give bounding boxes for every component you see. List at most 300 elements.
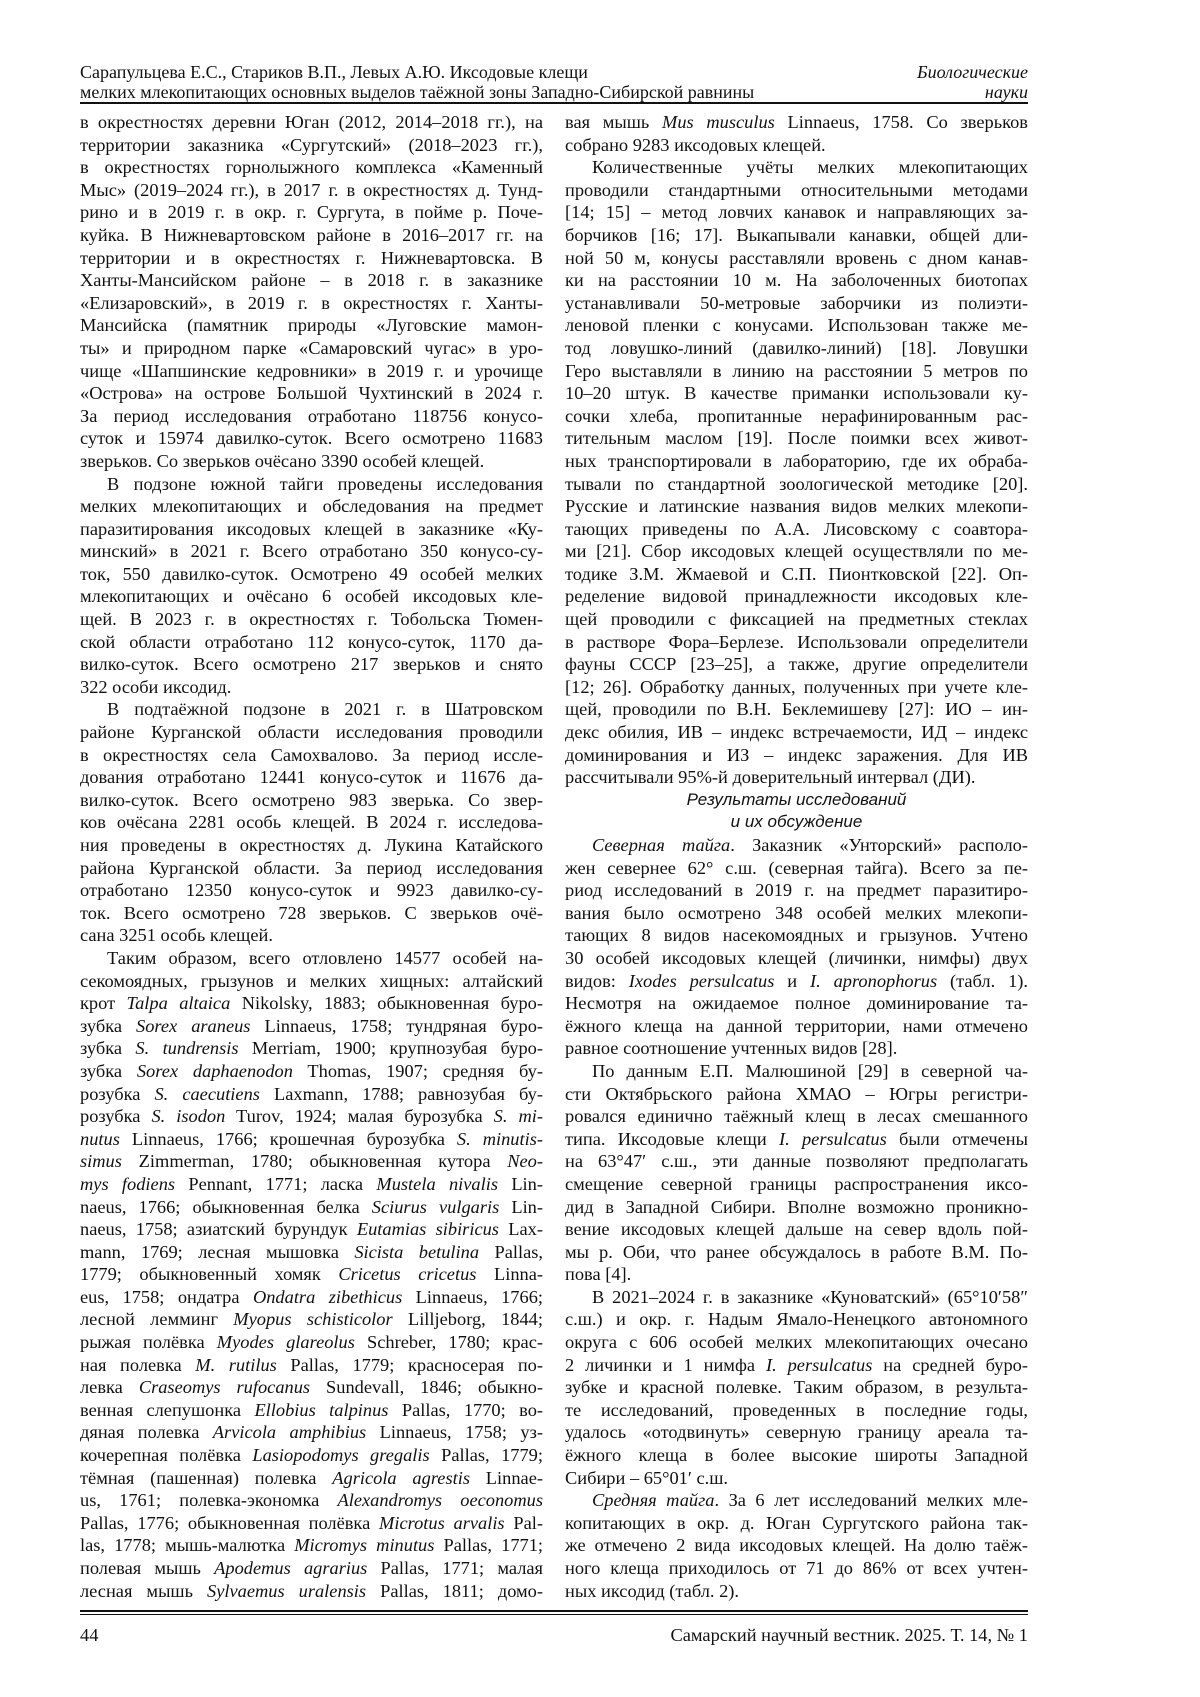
- text-segment: округа с 606 особей мелких млекопитающих очесано: [565, 1332, 1028, 1352]
- text-line: [565, 1512, 1028, 1535]
- latin-species-name: S. tundrensis: [135, 1038, 238, 1058]
- text-segment: (табл. 1).: [937, 971, 1028, 991]
- text-line: [565, 1150, 1028, 1173]
- text-segment: чище «Шапшинские кедровники» в 2019 г. и урочище: [80, 361, 543, 381]
- text-segment: лесной лемминг: [80, 1309, 233, 1329]
- latin-species-name: Arvicola amphibius: [213, 1422, 366, 1442]
- text-line: [565, 1241, 1028, 1264]
- text-segment: 1779; обыкновенный хомяк: [80, 1264, 338, 1284]
- text-segment: В подзоне южной тайги проведены исследования: [107, 474, 543, 494]
- text-line: [565, 518, 1028, 541]
- text-line: [565, 902, 1028, 925]
- latin-species-name: simus: [80, 1151, 122, 1171]
- text-line: [80, 1060, 543, 1083]
- text-segment: левка: [80, 1377, 139, 1397]
- text-segment: тающих приведены по А.А. Лисовскому с соавтора-: [565, 519, 1028, 539]
- latin-species-name: I. persulcatus: [779, 1129, 887, 1149]
- text-column-right: [565, 111, 1028, 1602]
- text-line: [80, 382, 543, 405]
- text-line: [80, 789, 543, 812]
- text-line: [80, 608, 543, 631]
- paragraph: [565, 1286, 1028, 1489]
- text-segment: розубка: [80, 1106, 151, 1126]
- text-segment: Сибири – 65°01′ с.ш.: [565, 1468, 728, 1488]
- text-line: [80, 495, 543, 518]
- text-line: [80, 1286, 543, 1309]
- text-segment: на средней буро-: [872, 1355, 1028, 1375]
- text-segment: типа. Иксодовые клещи: [565, 1129, 779, 1149]
- text-line: [80, 1557, 543, 1580]
- journal-citation: Самарский научный вестник. 2025. Т. 14, № 1: [670, 1624, 1028, 1646]
- text-segment: удалось «отодвинуть» северную границу ареала та-: [565, 1422, 1028, 1442]
- text-line: [80, 247, 543, 270]
- text-line: [565, 1196, 1028, 1219]
- text-line: [565, 1128, 1028, 1151]
- text-segment: в окрестностях горнолыжного комплекса «Каменный: [80, 157, 543, 177]
- text-segment: вая мышь: [565, 112, 662, 132]
- text-segment: пова [4].: [565, 1264, 631, 1284]
- text-segment: [12; 26]. Обработку данных, полученных при учете кле-: [565, 677, 1028, 697]
- text-line: [80, 834, 543, 857]
- text-line: [80, 156, 543, 179]
- text-segment: тительным маслом [19]. После поимки всех живот-: [565, 428, 1028, 448]
- text-segment: лесная мышь: [80, 1581, 207, 1601]
- text-segment: 30 особей иксодовых клещей (личинки, нимфы) двух: [565, 948, 1028, 968]
- latin-species-name: Mus musculus: [662, 112, 775, 132]
- text-line: [565, 811, 1028, 834]
- text-line: [565, 947, 1028, 970]
- text-segment: щей, проводили по В.Н. Беклемишеву [27]: ИО – ин-: [565, 699, 1028, 719]
- text-segment: . За 6 лет исследований мелких мле-: [714, 1490, 1028, 1510]
- text-segment: Геро выставляли в линию на расстоянии 5 метров по: [565, 361, 1028, 381]
- text-line: [565, 1060, 1028, 1083]
- text-segment: Pallas, 1776; обыкновенная полёвка: [80, 1513, 379, 1533]
- text-segment: рино и в 2019 г. в окр. г. Сургута, в пойме р. Поче-: [80, 202, 543, 222]
- text-line: [80, 450, 543, 473]
- text-line: [565, 1376, 1028, 1399]
- text-segment: вилко-суток. Всего осмотрено 217 зверьков и снято: [80, 654, 543, 674]
- latin-species-name: Sicista betulina: [354, 1242, 479, 1262]
- text-line: [565, 766, 1028, 789]
- text-line: [80, 1218, 543, 1241]
- text-line: [565, 970, 1028, 993]
- text-segment: ков очёсана 2281 особь клещей. В 2024 г. исследова-: [80, 812, 543, 832]
- text-segment: . Заказник «Унторский» располо-: [730, 835, 1028, 855]
- text-line: [80, 970, 543, 993]
- text-line: [80, 269, 543, 292]
- text-segment: Pallas, 1771;: [434, 1535, 543, 1555]
- text-segment: Linna-: [476, 1264, 543, 1284]
- latin-species-name: S. mi-: [494, 1106, 543, 1126]
- text-line: [565, 1173, 1028, 1196]
- paragraph: [80, 473, 543, 699]
- text-line: [565, 1037, 1028, 1060]
- running-header-line-1: [80, 62, 1028, 82]
- text-line: [565, 224, 1028, 247]
- text-line: [565, 585, 1028, 608]
- text-segment: Nikolsky, 1883; обыкновенная буро-: [230, 993, 543, 1013]
- running-header-title-continued: мелких млекопитающих основных выделов таёжной зоны Западно-Сибирской равнины: [80, 82, 754, 102]
- text-line: [80, 1105, 543, 1128]
- text-segment: mann, 1769; лесная мышовка: [80, 1242, 354, 1262]
- latin-species-name: Lasiopodomys gregalis: [252, 1445, 429, 1465]
- text-line: [80, 337, 543, 360]
- text-segment: Pallas, 1770; во-: [388, 1400, 543, 1420]
- text-segment: дид в Западной Сибири. Вполне возможно проникно-: [565, 1197, 1028, 1217]
- text-line: [565, 1467, 1028, 1490]
- latin-species-name: Talpa altaica: [127, 993, 231, 1013]
- text-segment: Merriam, 1900; крупнозубая буро-: [239, 1038, 543, 1058]
- text-segment: Linnaeus, 1766;: [402, 1287, 543, 1307]
- header-rule: [80, 102, 1028, 104]
- latin-species-name: Sciurus vulgaris: [372, 1197, 500, 1217]
- text-segment: доминирования и ИЗ – индекс заражения. Для ИВ: [565, 745, 1028, 765]
- text-line: [565, 1534, 1028, 1557]
- text-segment: Pallas,: [479, 1242, 543, 1262]
- text-segment: венная слепушонка: [80, 1400, 254, 1420]
- running-header-line-2: [80, 82, 1028, 102]
- text-segment: Turov, 1924; малая бурозубка: [225, 1106, 493, 1126]
- text-segment: устанавливали 50-метровые заборчики из полиэти-: [565, 293, 1028, 313]
- text-line: [80, 1444, 543, 1467]
- text-line: [565, 834, 1028, 857]
- text-line: [80, 631, 543, 654]
- text-segment: суток и 15974 давилко-суток. Всего осмотрено 11683: [80, 428, 543, 448]
- latin-species-name: Ixodes persulcatus: [629, 971, 775, 991]
- text-segment: Linnae-: [470, 1468, 543, 1488]
- text-line: [565, 857, 1028, 880]
- text-segment: naeus, 1766; обыкновенная белка: [80, 1197, 372, 1217]
- text-segment: сочки хлеба, пропитанные нерафинированным рас-: [565, 406, 1028, 426]
- text-segment: ми [21]. Сбор иксодовых клещей осуществляли по ме-: [565, 541, 1028, 561]
- text-segment: Pallas, 1771; малая: [367, 1558, 543, 1578]
- text-segment: Ханты-Мансийском районе – в 2018 г. в заказнике: [80, 270, 543, 290]
- text-line: [565, 1399, 1028, 1422]
- paragraph: [80, 111, 543, 473]
- text-line: [565, 789, 1028, 812]
- text-line: [80, 473, 543, 496]
- text-segment: зверьков. Со зверьков очёсано 3390 особей клещей.: [80, 451, 484, 471]
- latin-species-name: Apodemus agrarius: [214, 1558, 367, 1578]
- text-segment: на 63°47′ с.ш., эти данные позволяют предполагать: [565, 1151, 1028, 1171]
- text-segment: Linnaeus, 1766; крошечная бурозубка: [120, 1129, 457, 1149]
- text-line: [80, 947, 543, 970]
- text-segment: секомоядных, грызунов и мелких хищных: алтайский: [80, 971, 543, 991]
- text-line: [565, 1489, 1028, 1512]
- text-segment: вилко-суток. Всего осмотрено 983 зверька. Со звер-: [80, 790, 543, 810]
- text-segment: 2 личинки и 1 нимфа: [565, 1355, 766, 1375]
- text-segment: дяная полевка: [80, 1422, 213, 1442]
- text-segment: видов:: [565, 971, 629, 991]
- paragraph: [565, 156, 1028, 789]
- text-line: [565, 879, 1028, 902]
- paragraph: [565, 111, 1028, 156]
- text-segment: Pallas, 1779; красносерая по-: [277, 1355, 543, 1375]
- text-line: [565, 382, 1028, 405]
- latin-species-name: M. rutilus: [195, 1355, 277, 1375]
- text-line: [565, 1218, 1028, 1241]
- text-segment: ной 50 м, конусы расставляли вровень с дном канав-: [565, 248, 1028, 268]
- text-line: [565, 1286, 1028, 1309]
- text-segment: тающих 8 видов насекомоядных и грызунов. Учтено: [565, 925, 1028, 945]
- text-segment: смещение северной границы распространения иксо-: [565, 1174, 1028, 1194]
- text-line: [80, 314, 543, 337]
- text-segment: ровался единично таёжный клещ в лесах смешанного: [565, 1106, 1028, 1126]
- text-segment: В подтаёжной подзоне в 2021 г. в Шатровском: [107, 699, 543, 719]
- text-line: [80, 653, 543, 676]
- section-label-line-2: науки: [985, 82, 1028, 102]
- text-segment: Laxmann, 1788; равнозубая бу-: [260, 1084, 543, 1104]
- text-segment: las, 1778; мышь-малютка: [80, 1535, 294, 1555]
- text-segment: ных иксодид (табл. 2).: [565, 1581, 739, 1601]
- text-segment: собрано 9283 иксодовых клещей.: [565, 135, 826, 155]
- text-line: [565, 495, 1028, 518]
- text-segment: Lin-: [498, 1174, 543, 1194]
- paragraph: [565, 1060, 1028, 1286]
- text-line: [565, 179, 1028, 202]
- text-segment: ток. Всего осмотрено 728 зверьков. С зверьков очё-: [80, 903, 543, 923]
- text-line: [80, 879, 543, 902]
- latin-species-name: Ellobius talpinus: [254, 1400, 388, 1420]
- text-segment: Linnaeus, 1758. Со зверьков: [775, 112, 1028, 132]
- text-line: [565, 744, 1028, 767]
- text-segment: декс обилия, ИВ – индекс встречаемости, ИД – индекс: [565, 722, 1028, 742]
- text-segment: риод исследований в 2019 г. на предмет паразитиро-: [565, 880, 1028, 900]
- text-line: [80, 563, 543, 586]
- text-segment: территории и в окрестностях г. Нижневартовска. В: [80, 248, 543, 268]
- text-line: [80, 134, 543, 157]
- text-line: [565, 337, 1028, 360]
- latin-species-name: Craseomys rufocanus: [139, 1377, 310, 1397]
- text-line: [80, 1308, 543, 1331]
- text-line: [565, 924, 1028, 947]
- text-segment: «Елизаровский», в 2019 г. в окрестностях г. Ханты-: [80, 293, 543, 313]
- text-line: [80, 1150, 543, 1173]
- text-segment: Lilljeborg, 1844;: [393, 1309, 543, 1329]
- text-line: [80, 744, 543, 767]
- text-line: [565, 1083, 1028, 1106]
- text-line: [80, 1512, 543, 1535]
- text-line: [565, 698, 1028, 721]
- text-segment: крот: [80, 993, 127, 1013]
- text-segment: Русские и латинские названия видов мелких млекопи-: [565, 496, 1028, 516]
- text-line: [565, 1421, 1028, 1444]
- text-segment: Pallas, 1779;: [430, 1445, 543, 1465]
- text-line: [80, 676, 543, 699]
- latin-species-name: Neo-: [507, 1151, 543, 1171]
- text-line: [80, 292, 543, 315]
- text-line: [80, 1399, 543, 1422]
- text-line: [80, 201, 543, 224]
- latin-species-name: Alexandromys oeconomus: [338, 1490, 543, 1510]
- text-segment: жен севернее 62° с.ш. (северная тайга). Всего за пе-: [565, 858, 1028, 878]
- text-line: [80, 111, 543, 134]
- text-line: [565, 992, 1028, 1015]
- text-line: [565, 653, 1028, 676]
- text-line: [80, 924, 543, 947]
- text-segment: Lax-: [499, 1219, 543, 1239]
- section-heading: [565, 789, 1028, 834]
- text-line: [80, 1421, 543, 1444]
- text-segment: розубка: [80, 1084, 154, 1104]
- text-segment: [14; 15] – метод ловчих канавок и направляющих за-: [565, 202, 1028, 222]
- latin-species-name: Mustela nivalis: [376, 1174, 498, 1194]
- paragraph: [565, 834, 1028, 1060]
- latin-species-name: Средняя тайга: [592, 1490, 714, 1510]
- text-line: [80, 1196, 543, 1219]
- text-segment: Мансийска (памятник природы «Луговские мамон-: [80, 315, 543, 335]
- text-segment: куйка. В Нижневартовском районе в 2016–2017 гг. на: [80, 225, 543, 245]
- latin-species-name: S. caecutiens: [154, 1084, 259, 1104]
- text-line: [565, 1331, 1028, 1354]
- text-segment: сана 3251 особь клещей.: [80, 925, 273, 945]
- text-line: [80, 427, 543, 450]
- text-line: [565, 405, 1028, 428]
- text-line: [80, 811, 543, 834]
- latin-species-name: Sylvaemus uralensis: [207, 1581, 366, 1601]
- text-line: [80, 992, 543, 1015]
- text-line: [565, 201, 1028, 224]
- text-line: [565, 1105, 1028, 1128]
- text-line: [565, 111, 1028, 134]
- text-segment: Pallas, 1811; домо-: [366, 1581, 543, 1601]
- text-segment: вания было осмотрено 348 особей мелких млекопи-: [565, 903, 1028, 923]
- text-line: [565, 540, 1028, 563]
- latin-species-name: Myopus schisticolor: [233, 1309, 392, 1329]
- text-line: [565, 427, 1028, 450]
- text-segment: Количественные учёты мелких млекопитающих: [592, 157, 1028, 177]
- text-segment: Таким образом, всего отловлено 14577 особей на-: [107, 948, 543, 968]
- text-segment: борчиков [16; 17]. Выкапывали канавки, общей дли-: [565, 225, 1028, 245]
- text-segment: Linnaeus, 1758; уз-: [366, 1422, 543, 1442]
- text-line: [80, 1241, 543, 1264]
- text-segment: «Острова» на острове Большой Чухтинский в 2024 г.: [80, 383, 543, 403]
- text-line: [565, 473, 1028, 496]
- text-segment: По данным Е.П. Малюшиной [29] в северной ча-: [592, 1061, 1028, 1081]
- text-segment: фауны СССР [23–25], а также, другие определители: [565, 654, 1028, 674]
- latin-species-name: Sorex araneus: [136, 1016, 250, 1036]
- latin-species-name: Eutamias sibiricus: [357, 1219, 499, 1239]
- text-segment: полевая мышь: [80, 1558, 214, 1578]
- text-line: [80, 1331, 543, 1354]
- paragraph: [80, 698, 543, 947]
- text-segment: были отмечены: [887, 1129, 1028, 1149]
- text-line: [80, 224, 543, 247]
- latin-species-name: S. isodon: [151, 1106, 225, 1126]
- text-line: [565, 608, 1028, 631]
- text-line: [565, 631, 1028, 654]
- text-line: [80, 1263, 543, 1286]
- text-segment: рассчитывали 95%-й доверительный интервал (ДИ).: [565, 767, 975, 787]
- latin-species-name: Ondatra zibethicus: [253, 1287, 402, 1307]
- text-segment: тод ловушко-линий (давилко-линий) [18]. Ловушки: [565, 338, 1028, 358]
- text-line: [565, 1557, 1028, 1580]
- text-line: [565, 721, 1028, 744]
- text-segment: ёжного клеща на данной территории, нами отмечено: [565, 1016, 1028, 1036]
- text-column-left: [80, 111, 543, 1602]
- running-header-authors-title: Сарапульцева Е.С., Стариков В.П., Левых А.Ю. Иксодовые клещи: [80, 62, 588, 82]
- text-line: [565, 1444, 1028, 1467]
- section-label-line-1: Биологические: [917, 62, 1028, 82]
- text-segment: eus, 1758; ондатра: [80, 1287, 253, 1307]
- text-line: [80, 698, 543, 721]
- text-line: [80, 518, 543, 541]
- latin-species-name: Micromys minutus: [294, 1535, 434, 1555]
- text-segment: мелких млекопитающих и обследования на предмет: [80, 496, 543, 516]
- text-segment: Мыс» (2019–2024 гг.), в 2017 г. в окрестностях д. Тунд-: [80, 180, 543, 200]
- text-segment: и: [774, 971, 810, 991]
- text-segment: дования отработано 12441 конусо-суток и 11676 да-: [80, 767, 543, 787]
- paragraph: [565, 1489, 1028, 1602]
- text-segment: За период исследования отработано 118756 конусо-: [80, 406, 543, 426]
- text-segment: и их обсуждение: [731, 812, 863, 831]
- text-line: [565, 156, 1028, 179]
- text-segment: ёжного клеща в более высокие широты Западной: [565, 1445, 1028, 1465]
- text-segment: тодике З.М. Жмаевой и С.П. Пионтковской [22]. Оп-: [565, 564, 1028, 584]
- text-segment: Несмотря на ожидаемое полное доминирование та-: [565, 993, 1028, 1013]
- latin-species-name: Sorex daphaenodon: [137, 1061, 293, 1081]
- footer-rule: [80, 1610, 1028, 1615]
- text-segment: кочерепная полёвка: [80, 1445, 252, 1465]
- text-segment: вение иксодовых клещей дальше на север вдоль пой-: [565, 1219, 1028, 1239]
- text-line: [80, 1128, 543, 1151]
- text-line: [565, 1354, 1028, 1377]
- text-line: [565, 247, 1028, 270]
- text-segment: зубка: [80, 1061, 137, 1081]
- text-segment: в растворе Фора–Берлезе. Использовали определители: [565, 632, 1028, 652]
- text-segment: ных транспортировали в лабораторию, где их обраба-: [565, 451, 1028, 471]
- text-segment: ного клеща приходилось от 71 до 86% от всех учтен-: [565, 1558, 1028, 1578]
- text-segment: зубка: [80, 1016, 136, 1036]
- text-line: [565, 360, 1028, 383]
- text-line: [80, 405, 543, 428]
- text-segment: ная полевка: [80, 1355, 195, 1375]
- text-line: [80, 1037, 543, 1060]
- text-segment: в окрестностях села Самохвалово. За период иссле-: [80, 745, 543, 765]
- paragraph: [80, 947, 543, 1602]
- text-segment: Результаты исследований: [687, 790, 907, 809]
- text-segment: Thomas, 1907; средняя бу-: [293, 1061, 543, 1081]
- text-line: [80, 766, 543, 789]
- latin-species-name: Cricetus cricetus: [338, 1264, 476, 1284]
- text-segment: ской области отработано 112 конусо-суток, 1170 да-: [80, 632, 543, 652]
- text-line: [80, 1489, 543, 1512]
- text-segment: рыжая полёвка: [80, 1332, 217, 1352]
- text-segment: В 2021–2024 г. в заказнике «Куноватский» (65°10′58″: [592, 1287, 1028, 1307]
- text-line: [565, 134, 1028, 157]
- text-line: [80, 1534, 543, 1557]
- text-line: [80, 360, 543, 383]
- text-segment: те исследований, проведенных в последние годы,: [565, 1400, 1028, 1420]
- text-line: [80, 1354, 543, 1377]
- text-segment: территории заказника «Сургутский» (2018–2023 гг.),: [80, 135, 543, 155]
- text-line: [80, 721, 543, 744]
- text-line: [565, 314, 1028, 337]
- page-number: 44: [80, 1624, 98, 1646]
- text-segment: us, 1761; полевка-экономка: [80, 1490, 338, 1510]
- text-segment: отработано 12350 конусо-суток и 9923 давилко-су-: [80, 880, 543, 900]
- text-segment: района Курганской области. За период исследования: [80, 858, 543, 878]
- text-segment: минский» в 2021 г. Всего отработано 350 конусо-су-: [80, 541, 543, 561]
- text-segment: тёмная (пашенная) полевка: [80, 1468, 332, 1488]
- text-line: [80, 540, 543, 563]
- text-line: [80, 902, 543, 925]
- text-segment: ки на расстоянии 10 м. На заболоченных биотопах: [565, 270, 1028, 290]
- text-segment: в окрестностях деревни Юган (2012, 2014–2018 гг.), на: [80, 112, 543, 132]
- text-segment: сти Октябрьского района ХМАО – Югры регистри-: [565, 1084, 1028, 1104]
- text-line: [80, 585, 543, 608]
- text-segment: Pal-: [505, 1513, 543, 1533]
